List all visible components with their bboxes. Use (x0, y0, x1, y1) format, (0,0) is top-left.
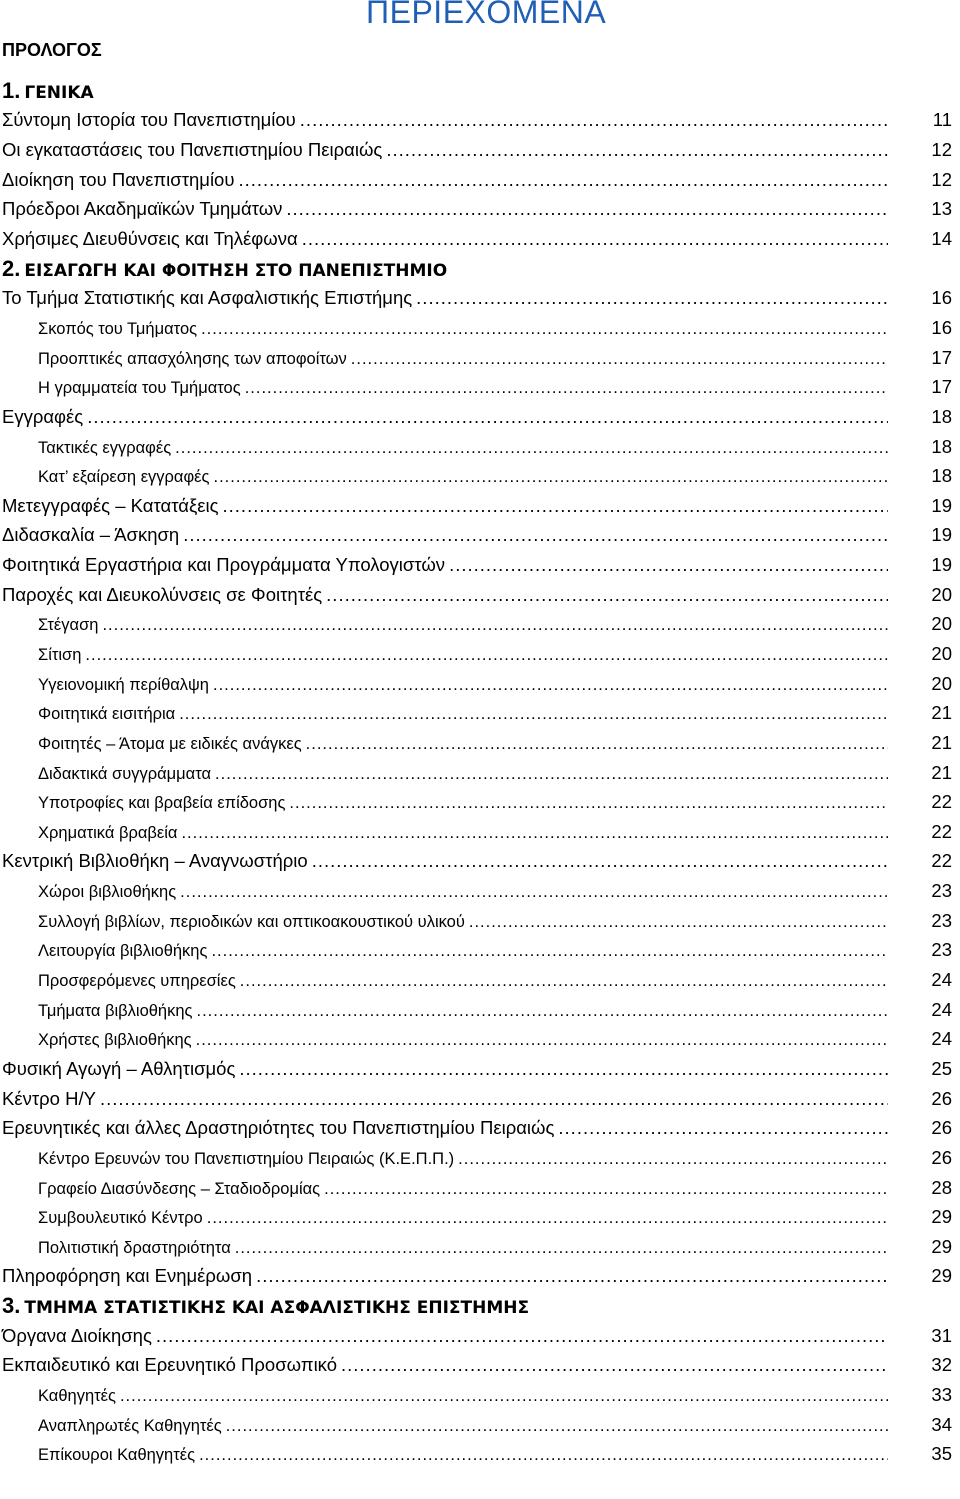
dot-leader (102, 616, 888, 633)
toc-subentry[interactable] (38, 702, 956, 724)
toc-page-number: 26 (931, 1117, 952, 1139)
toc-entry-title: Σίτιση (38, 645, 82, 664)
section-label: ΕΙΣΑΓΩΓΗ ΚΑΙ ΦΟΙΤΗΣΗ ΣΤΟ ΠΑΝΕΠΙΣΤΗΜΙΟ (24, 260, 448, 281)
toc-row (0, 758, 960, 788)
toc-entry[interactable] (2, 1354, 956, 1376)
toc-page-number: 24 (931, 969, 952, 991)
toc-entry[interactable] (2, 1088, 956, 1110)
toc-page-number: 17 (931, 346, 952, 368)
toc-page-number: 18 (931, 435, 952, 457)
toc-subentry[interactable] (38, 643, 956, 665)
dot-leader (469, 913, 888, 930)
toc-entry-title: Υποτροφίες και βραβεία επίδοσης (38, 794, 286, 813)
toc-entry-title: Πληροφόρηση και Ενημέρωση (2, 1265, 253, 1287)
toc-page-number: 21 (931, 702, 952, 724)
toc-entry-title: Οι εγκαταστάσεις του Πανεπιστημίου Πειραιώς (2, 139, 383, 161)
dot-leader (199, 1446, 888, 1463)
toc-row (0, 906, 960, 936)
toc-page-number: 16 (931, 287, 952, 309)
toc-page-number: 24 (931, 1028, 952, 1050)
dot-leader (215, 765, 888, 782)
dot-leader (120, 1387, 888, 1404)
toc-row (0, 432, 960, 462)
toc-entry-title: Προσφερόμενες υπηρεσίες (38, 972, 236, 991)
toc-page-number: 26 (931, 1146, 952, 1168)
toc-entry[interactable] (2, 287, 956, 309)
toc-page-number: 21 (931, 761, 952, 783)
dot-leader (312, 850, 888, 869)
toc-subentry[interactable] (38, 762, 956, 784)
toc-entry-title: Τμήματα βιβλιοθήκης (38, 1001, 193, 1020)
toc-page-number: 18 (931, 405, 952, 427)
dot-leader (183, 524, 888, 543)
toc-entry-title: Χρήστες βιβλιοθήκης (38, 1031, 192, 1050)
toc-row (0, 372, 960, 402)
toc-entry-title: Μετεγγραφές – Κατατάξεις (2, 494, 219, 516)
toc-subentry[interactable] (38, 791, 956, 813)
toc-row (0, 1113, 960, 1143)
section-heading (0, 1293, 529, 1319)
dot-leader (156, 1325, 888, 1344)
toc-subentry[interactable] (38, 969, 956, 991)
dot-leader (201, 320, 888, 337)
section-label: ΓΕΝΙΚΑ (24, 82, 94, 103)
toc-entry-title: Η γραμματεία του Τμήματος (38, 379, 241, 398)
toc-row (0, 965, 960, 995)
toc-entry-title: Σκοπός του Τμήματος (38, 319, 198, 338)
toc-entry-title: Διδακτικά συγγράμματα (38, 764, 212, 783)
dot-leader (87, 406, 888, 425)
toc-page-number: 19 (931, 554, 952, 576)
toc-row (0, 995, 960, 1025)
toc-page-number: 29 (931, 1206, 952, 1228)
toc-entry[interactable] (2, 139, 956, 161)
toc-row (0, 461, 960, 491)
toc-page-number: 19 (931, 494, 952, 516)
toc-entry[interactable] (2, 1058, 956, 1080)
dot-leader (213, 676, 888, 693)
toc-page-number: 26 (931, 1087, 952, 1109)
toc-entry[interactable] (2, 850, 956, 872)
toc-row (0, 195, 960, 225)
dot-leader (245, 379, 888, 396)
toc-page-number: 12 (931, 168, 952, 190)
toc-entry-title: Το Τμήμα Στατιστικής και Ασφαλιστικής Επιστήμης (2, 287, 413, 309)
toc-subentry[interactable] (38, 821, 956, 843)
section-heading (0, 78, 94, 104)
toc-subentry[interactable] (38, 1206, 956, 1228)
toc-entry-title: Κατ’ εξαίρεση εγγραφές (38, 468, 210, 487)
toc-subentry[interactable] (38, 376, 956, 398)
toc-row (0, 1025, 960, 1055)
toc-entry[interactable] (2, 109, 956, 131)
dot-leader (458, 1150, 888, 1167)
toc-entry-title: Χώροι βιβλιοθήκης (38, 883, 177, 902)
toc-entry-title: Πολιτιστική δραστηριότητα (38, 1238, 231, 1257)
toc-section-heading[interactable] (0, 1291, 960, 1321)
toc-subentry[interactable] (38, 1177, 956, 1199)
toc-page-number: 16 (931, 316, 952, 338)
dot-leader (386, 139, 888, 158)
toc-entry-title: Συμβουλευτικό Κέντρο (38, 1209, 203, 1228)
toc-row (0, 106, 960, 136)
toc-row (0, 1232, 960, 1262)
toc-subentry[interactable] (38, 347, 956, 369)
toc-page-number: 33 (931, 1384, 952, 1405)
toc-entry[interactable] (2, 495, 956, 517)
toc-entry-title: Παροχές και Διευκολύνσεις σε Φοιτητές (2, 583, 323, 605)
toc-entry-title: Καθηγητές (38, 1387, 116, 1405)
toc-page-number: 12 (931, 139, 952, 161)
dot-leader (211, 942, 888, 959)
toc-row (0, 165, 960, 195)
toc-row (0, 698, 960, 728)
dot-leader (286, 198, 888, 217)
toc-entry-title: Προοπτικές απασχόλησης των αποφοίτων (38, 349, 347, 368)
toc-subentry[interactable] (38, 1028, 956, 1050)
toc-entry-title: Φυσική Αγωγή – Αθλητισμός (2, 1057, 236, 1079)
toc-row (0, 521, 960, 551)
dot-leader (213, 468, 888, 485)
dot-leader (223, 495, 888, 514)
section-label: ΤΜΗΜΑ ΣΤΑΤΙΣΤΙΚΗΣ ΚΑΙ ΑΣΦΑΛΙΣΤΙΚΗΣ ΕΠΙΣΤΗΜΗΣ (24, 1298, 530, 1319)
dot-leader (341, 1354, 888, 1373)
dot-leader (306, 735, 888, 752)
toc-entry-title: Σύντομη Ιστορία του Πανεπιστημίου (2, 109, 296, 131)
toc-row (0, 313, 960, 343)
toc-page-number: 11 (932, 109, 952, 131)
toc-row (0, 610, 960, 640)
toc-row (0, 669, 960, 699)
toc-entry-title: Φοιτητικά εισιτήρια (38, 705, 176, 724)
toc-row (0, 1321, 960, 1351)
toc-row (0, 1202, 960, 1232)
toc-row (0, 1084, 960, 1114)
toc-row (0, 876, 960, 906)
toc-row (0, 1410, 960, 1440)
dot-leader (238, 169, 888, 188)
toc-page-number: 32 (931, 1354, 952, 1376)
dot-leader (180, 883, 888, 900)
toc-entry-title: Γραφείο Διασύνδεσης – Σταδιοδρομίας (38, 1179, 321, 1198)
toc-row (0, 936, 960, 966)
toc-row (0, 135, 960, 165)
toc-entry-title: Αναπληρωτές Καθηγητές (38, 1416, 222, 1435)
toc-row (0, 1173, 960, 1203)
toc-entry-title: Εγγραφές (2, 405, 84, 427)
dot-leader (196, 1002, 888, 1019)
toc-entry-title: Τακτικές εγγραφές (38, 438, 172, 457)
toc-entry-title: Φοιτητικά Εργαστήρια και Προγράμματα Υπολογιστών (2, 554, 446, 576)
toc-page-number: 14 (931, 228, 952, 250)
toc-entry-title: Υγειονομική περίθαλψη (38, 675, 209, 694)
toc-section-heading[interactable] (0, 76, 960, 106)
toc-subentry[interactable] (38, 1147, 956, 1169)
toc-entry[interactable] (2, 198, 956, 220)
toc-page-number: 19 (931, 524, 952, 546)
toc-entry[interactable] (2, 406, 956, 428)
section-number: 1. (2, 77, 21, 103)
toc-subentry[interactable] (38, 1414, 956, 1436)
toc-page-number: 22 (931, 850, 952, 872)
toc-page-number: 23 (931, 909, 952, 931)
toc-row (0, 787, 960, 817)
toc-page-number: 24 (931, 998, 952, 1020)
dot-leader (85, 646, 888, 663)
toc-entry[interactable] (2, 1265, 956, 1287)
toc-entry[interactable] (2, 169, 956, 191)
toc-entry-title: Κεντρική Βιβλιοθήκη – Αναγνωστήριο (2, 850, 308, 872)
toc-subentry[interactable] (38, 1443, 956, 1465)
toc-row (0, 283, 960, 313)
toc-entry[interactable] (2, 228, 956, 250)
toc-row (0, 224, 960, 254)
toc-entry-title: Κέντρο Η/Υ (2, 1087, 96, 1109)
toc-entry-title: Πρόεδροι Ακαδημαϊκών Τμημάτων (2, 198, 283, 220)
toc-entry-title: Επίκουροι Καθηγητές (38, 1446, 196, 1465)
dot-leader (175, 439, 888, 456)
preface-heading[interactable]: ΠΡΟΛΟΓΟΣ (2, 40, 102, 60)
toc-page-number: 31 (931, 1324, 952, 1346)
section-number: 2. (2, 255, 21, 281)
toc-page-number: 22 (931, 820, 952, 842)
toc-row (0, 847, 960, 877)
toc-page-number: 35 (931, 1443, 952, 1465)
toc-entry-title: Λειτουργία βιβλιοθήκης (38, 942, 208, 961)
toc-row (0, 343, 960, 373)
toc-row (0, 580, 960, 610)
dot-leader (179, 705, 888, 722)
table-of-contents (0, 76, 960, 1469)
dot-leader (289, 794, 888, 811)
toc-page-number: 20 (931, 642, 952, 664)
toc-page-number: 20 (931, 583, 952, 605)
toc-row (0, 639, 960, 669)
toc-page-number: 28 (931, 1176, 952, 1198)
toc-row (0, 550, 960, 580)
dot-leader (235, 1239, 888, 1256)
toc-page-number: 18 (931, 465, 952, 487)
toc-subentry[interactable] (38, 910, 956, 932)
toc-page-number: 34 (931, 1413, 952, 1435)
toc-subentry[interactable] (38, 673, 956, 695)
toc-entry-title: Συλλογή βιβλίων, περιοδικών και οπτικοακουστικού υλικού (38, 912, 465, 931)
toc-entry-title: Διοίκηση του Πανεπιστημίου (2, 168, 235, 190)
dot-leader (100, 1088, 888, 1107)
section-number: 3. (2, 1293, 21, 1319)
toc-row (0, 1054, 960, 1084)
dot-leader (239, 1058, 888, 1077)
toc-page-number: 20 (931, 613, 952, 635)
dot-leader (181, 824, 888, 841)
section-heading (0, 256, 447, 282)
toc-row (0, 1439, 960, 1469)
toc-page-number: 29 (931, 1265, 952, 1287)
toc-entry[interactable] (2, 1117, 956, 1139)
toc-page-number: 21 (931, 731, 952, 753)
dot-leader (207, 1209, 888, 1226)
toc-entry-title: Διδασκαλία – Άσκηση (2, 524, 180, 546)
toc-page-number: 29 (931, 1235, 952, 1257)
dot-leader (326, 584, 888, 603)
page-title: ΠΕΡΙΕΧΟΜΕΝΑ (366, 0, 607, 30)
toc-subentry[interactable] (38, 613, 956, 635)
toc-entry-title: Ερευνητικές και άλλες Δραστηριότητες του Πανεπιστημίου Πειραιώς (2, 1117, 555, 1139)
dot-leader (240, 972, 888, 989)
toc-subentry[interactable] (38, 732, 956, 754)
toc-subentry[interactable] (38, 880, 956, 902)
dot-leader (416, 287, 888, 306)
dot-leader (351, 350, 888, 367)
toc-page-number: 13 (931, 198, 952, 220)
toc-entry-title: Εκπαιδευτικό και Ερευνητικό Προσωπικό (2, 1354, 337, 1376)
dot-leader (226, 1417, 888, 1434)
toc-subentry[interactable] (38, 317, 956, 339)
toc-subentry[interactable] (38, 1236, 956, 1258)
toc-entry[interactable] (2, 1325, 956, 1347)
dot-leader (256, 1265, 888, 1284)
toc-row (0, 728, 960, 758)
dot-leader (324, 1180, 888, 1197)
toc-entry-title: Χρήσιμες Διευθύνσεις και Τηλέφωνα (2, 228, 298, 250)
toc-row (0, 491, 960, 521)
toc-entry-title: Κέντρο Ερευνών του Πανεπιστημίου Πειραιώς (Κ.Ε.Π.Π.) (38, 1149, 455, 1168)
dot-leader (449, 554, 888, 573)
toc-subentry[interactable] (38, 999, 956, 1021)
toc-row (0, 1380, 960, 1410)
toc-page-number: 22 (931, 791, 952, 813)
dot-leader (196, 1031, 888, 1048)
dot-leader (302, 228, 888, 247)
toc-row (0, 402, 960, 432)
toc-section-heading[interactable] (0, 254, 960, 284)
toc-subentry[interactable] (38, 939, 956, 961)
toc-entry[interactable] (2, 554, 956, 576)
toc-page-number: 23 (931, 939, 952, 961)
toc-entry-title: Φοιτητές – Άτομα με ειδικές ανάγκες (38, 734, 302, 753)
toc-page-number: 25 (931, 1057, 952, 1079)
toc-subentry[interactable] (38, 436, 956, 458)
toc-row (0, 1351, 960, 1381)
toc-page-number: 17 (931, 376, 952, 398)
toc-entry[interactable] (2, 584, 956, 606)
toc-entry[interactable] (2, 524, 956, 546)
toc-entry-title: Χρηματικά βραβεία (38, 823, 178, 842)
toc-subentry[interactable] (38, 465, 956, 487)
dot-leader (300, 109, 888, 128)
toc-row (0, 817, 960, 847)
toc-page-number: 23 (931, 880, 952, 902)
toc-subentry[interactable] (38, 1384, 956, 1406)
toc-entry-title: Στέγαση (38, 616, 99, 635)
toc-row (0, 1262, 960, 1292)
dot-leader (558, 1117, 888, 1136)
toc-entry-title: Όργανα Διοίκησης (2, 1324, 152, 1346)
toc-page-number: 20 (931, 672, 952, 694)
toc-row (0, 1143, 960, 1173)
